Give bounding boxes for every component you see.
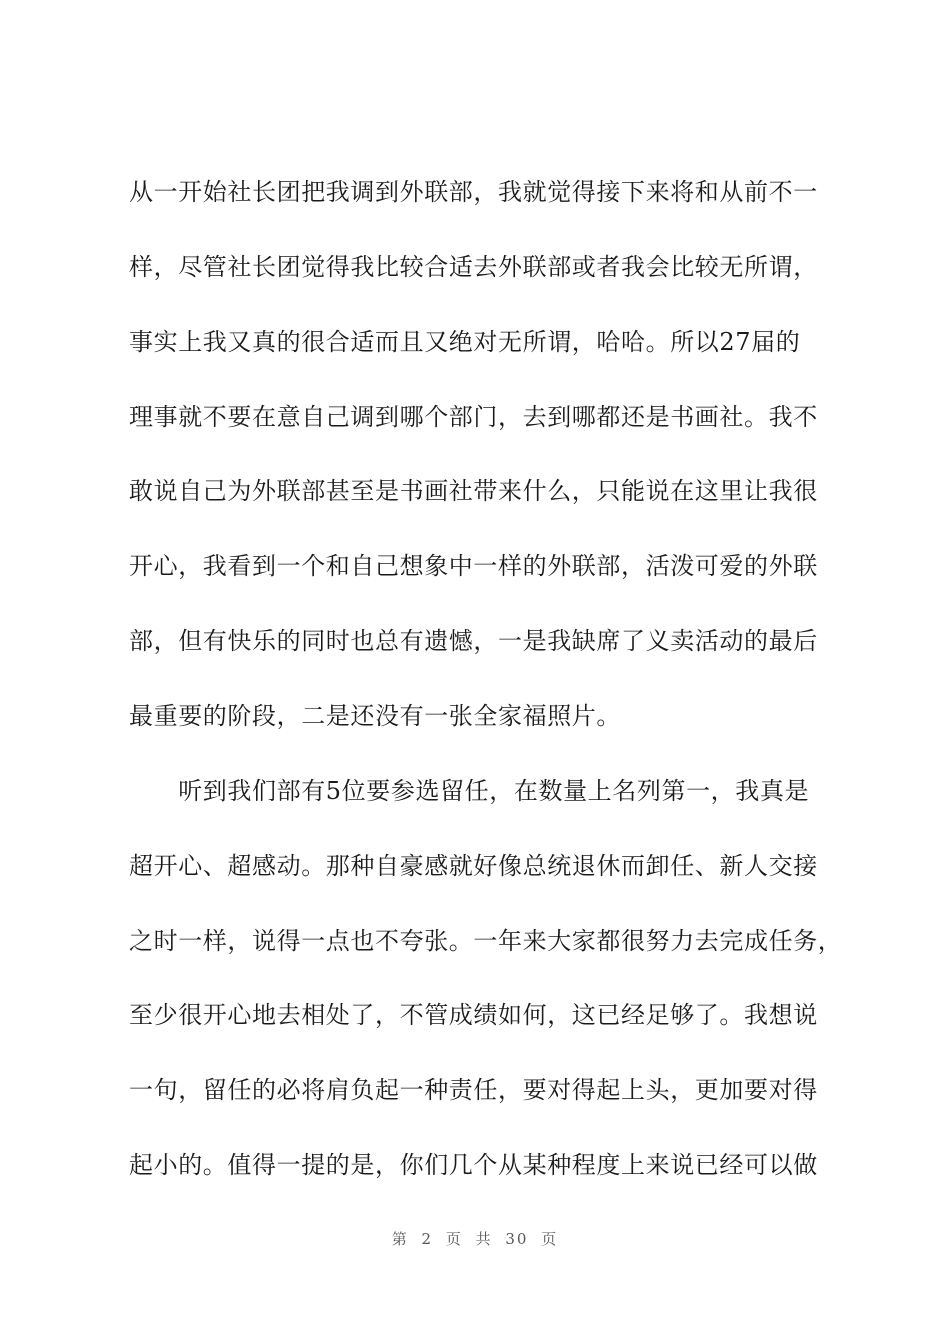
- text-line: 事实上我又真的很合适而且又绝对无所谓，哈哈。所以27届的: [129, 328, 801, 356]
- text-line: 敢说自己为外联部甚至是书画社带来什么，只能说在这里让我很: [129, 477, 818, 505]
- text-line: 超开心、超感动。那种自豪感就好像总统退休而卸任、新人交接: [129, 852, 818, 880]
- text-line: 听到我们部有5位要参选留任，在数量上名列第一，我真是: [129, 777, 810, 805]
- text-line: 开心，我看到一个和自己想象中一样的外联部，活泼可爱的外联: [129, 552, 818, 580]
- text-line: 起小的。值得一提的是，你们几个从某种程度上来说已经可以做: [129, 1151, 818, 1179]
- text-line: 最重要的阶段，二是还没有一张全家福照片。: [129, 702, 621, 730]
- text-line: 样，尽管社长团觉得我比较合适去外联部或者我会比较无所谓，: [129, 253, 818, 281]
- page-number-footer: 第 2 页 共 30 页: [391, 1230, 559, 1248]
- text-line: 理事就不要在意自己调到哪个部门，去到哪都还是书画社。我不: [129, 403, 818, 431]
- text-line: 之时一样，说得一点也不夸张。一年来大家都很努力去完成任务，: [129, 927, 843, 955]
- text-line: 从一开始社长团把我调到外联部，我就觉得接下来将和从前不一: [129, 178, 818, 206]
- text-line: 至少很开心地去相处了，不管成绩如何，这已经足够了。我想说: [129, 1001, 818, 1029]
- text-line: 部，但有快乐的同时也总有遗憾，一是我缺席了义卖活动的最后: [129, 627, 818, 655]
- text-line: 一句，留任的必将肩负起一种责任，要对得起上头，更加要对得: [129, 1076, 818, 1104]
